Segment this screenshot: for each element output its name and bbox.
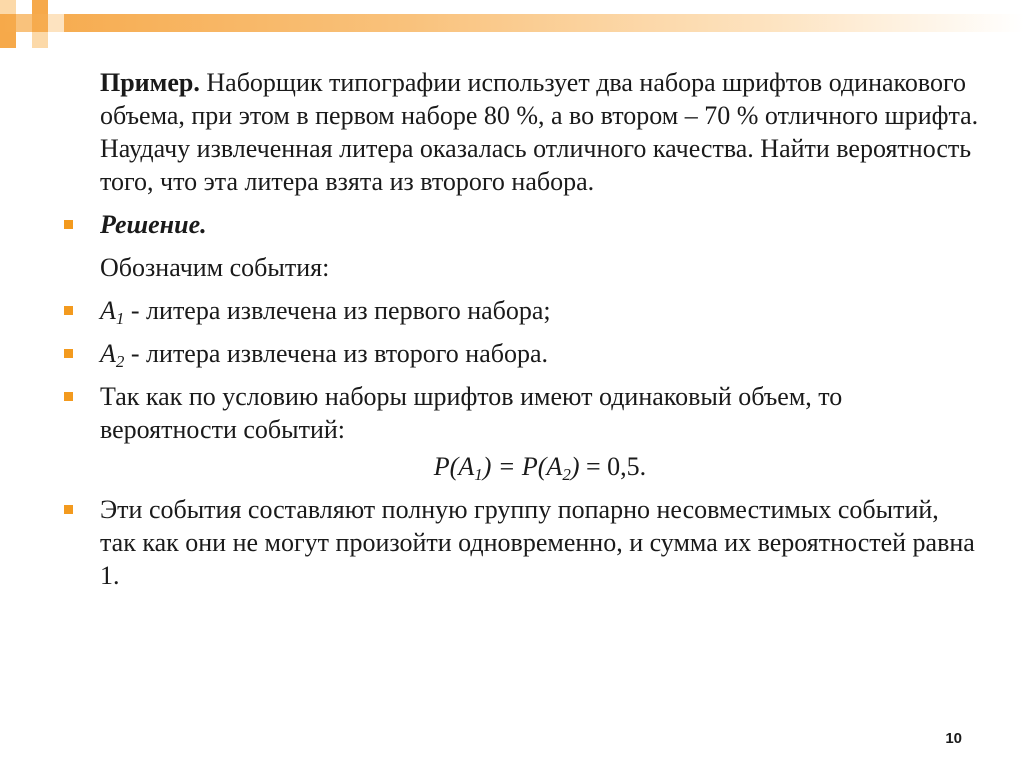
event-a2-letter: A [100, 339, 116, 368]
event-a1-text: - литера извлечена из первого набора; [124, 296, 551, 325]
event-a1-letter: A [100, 296, 116, 325]
slide-content [60, 66, 980, 592]
example-paragraph [60, 66, 980, 198]
condition-text: Так как по условию наборы шрифтов имеют одинаковый объем, то вероятности событий: [100, 382, 843, 444]
header-gradient-stripe [0, 14, 1024, 32]
formula-part: ) [570, 452, 580, 481]
formula-index: 1 [474, 465, 483, 484]
conclusion-paragraph [60, 493, 980, 592]
solution-label: Решение. [100, 210, 207, 239]
event-a2-text: - литера извлечена из второго набора. [124, 339, 549, 368]
solution-heading [60, 208, 980, 241]
decor-square [0, 0, 16, 14]
probability-formula [60, 450, 980, 483]
solution-intro [60, 251, 980, 284]
event-a2 [60, 337, 980, 370]
intro-text: Обозначим события: [100, 253, 330, 282]
event-a2-index: 2 [115, 352, 125, 371]
conclusion-text: Эти события составляют полную группу попарно несовместимых событий, так как они не могут произойти одновременно, и сумма их вероятностей равна 1. [100, 495, 975, 590]
formula-value: = 0,5. [579, 452, 647, 481]
bullet-icon [64, 392, 73, 401]
bullet-icon [64, 349, 73, 358]
bullet-icon [64, 220, 73, 229]
page-number: 10 [945, 730, 962, 747]
formula-index: 2 [562, 465, 571, 484]
decor-square [48, 14, 64, 32]
event-a1 [60, 294, 980, 327]
decor-square [0, 32, 16, 48]
formula-part: ) = P(A [482, 452, 563, 481]
condition-paragraph [60, 380, 980, 446]
decor-square [32, 0, 48, 14]
decor-square [16, 14, 32, 32]
bullet-icon [64, 505, 73, 514]
decor-square [32, 32, 48, 48]
event-a1-index: 1 [115, 309, 125, 328]
decorative-header-bar [0, 0, 1024, 50]
bullet-icon [64, 306, 73, 315]
example-text: Наборщик типографии использует два набора шрифтов одинакового объема, при этом в первом наборе 80 %, а во втором – 70 % отличного шрифта. Наудачу извлеченная литера оказалась отличного качества. Найти вероятность того, что эта литера взята из второго набора. [100, 68, 979, 196]
example-label: Пример. [100, 68, 200, 97]
formula-part: P(A [433, 452, 475, 481]
